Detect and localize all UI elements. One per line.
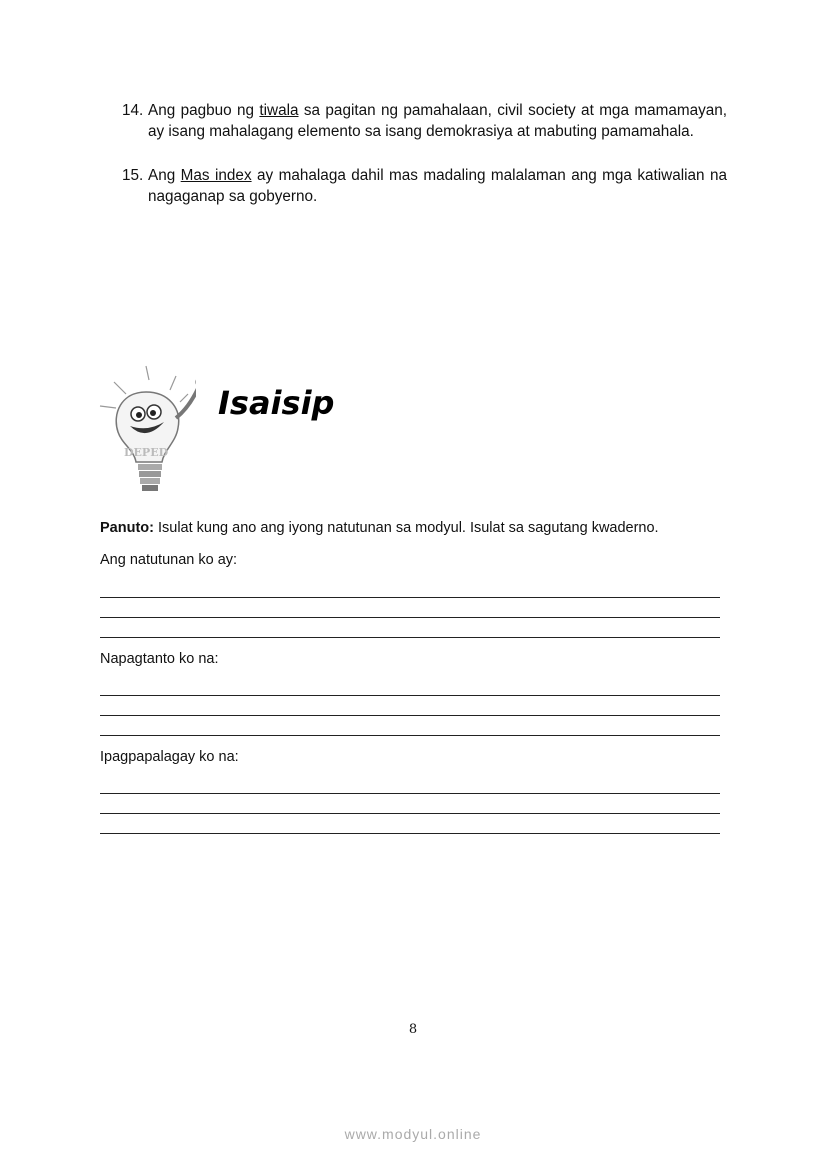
instructions	[100, 520, 659, 536]
page-number: 8	[408, 1022, 418, 1037]
item-text: Ang pagbuo ng	[148, 102, 260, 119]
prompt-assume: Ipagpapalagay ko na:	[100, 749, 239, 765]
item-text: Ang	[148, 167, 181, 184]
answer-line[interactable]	[100, 793, 720, 794]
prompt-realized: Napagtanto ko na:	[100, 651, 219, 667]
underlined-word: tiwala	[259, 102, 299, 119]
underlined-word: Mas index	[180, 167, 252, 184]
section-heading: Isaisip	[218, 384, 335, 422]
answer-line[interactable]	[100, 637, 720, 638]
answer-line[interactable]	[100, 597, 720, 598]
statement-14	[122, 100, 727, 142]
answer-line[interactable]	[100, 617, 720, 618]
answer-line[interactable]	[100, 695, 720, 696]
prompt-learned: Ang natutunan ko ay:	[100, 552, 238, 568]
instructions-label: Panuto:	[100, 520, 154, 536]
answer-line[interactable]	[100, 833, 720, 834]
footer-watermark: www.modyul.online	[344, 1126, 482, 1142]
svg-text:DEPED: DEPED	[124, 446, 169, 459]
answer-line[interactable]	[100, 813, 720, 814]
lightbulb-mascot-icon	[96, 362, 196, 504]
instructions-text: Isulat kung ano ang iyong natutunan sa modyul. Isulat sa sagutang kwaderno.	[153, 520, 659, 536]
item-number: 14.	[122, 102, 144, 119]
answer-line[interactable]	[100, 715, 720, 716]
item-text: ay mahalaga dahil mas madaling malalaman ang mga katiwalian na nagaganap sa gobyerno.	[148, 167, 728, 205]
item-text: sa pagitan ng pamahalaan, civil society at mga mamamayan, ay isang mahalagang elemento sa isang demokrasiya at mabuting pamamahala.	[148, 102, 727, 140]
item-number: 15.	[122, 167, 144, 184]
answer-line[interactable]	[100, 735, 720, 736]
statement-15	[122, 165, 727, 207]
